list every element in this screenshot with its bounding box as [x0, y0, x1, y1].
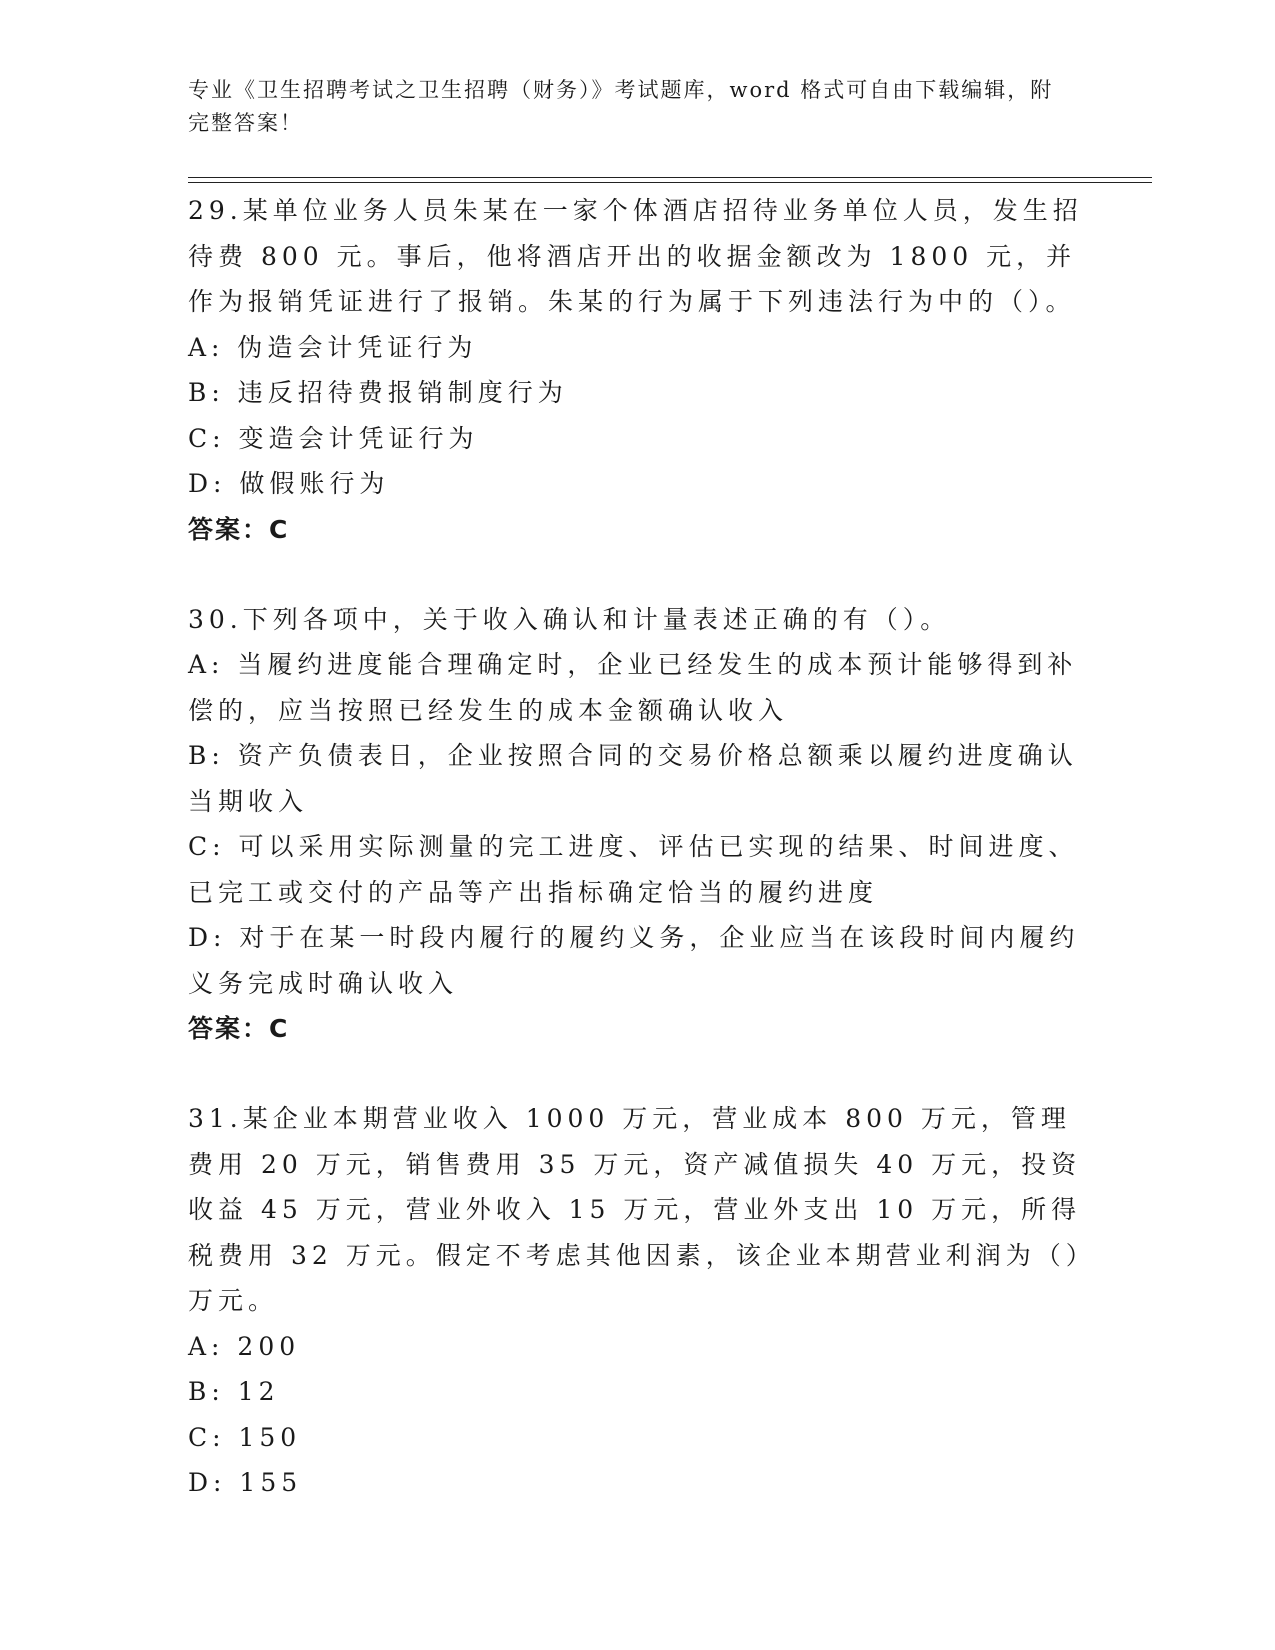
option-c: C: 变造会计凭证行为 — [188, 423, 479, 453]
header-divider-bottom — [188, 182, 1152, 183]
option-d: D: 做假账行为 — [188, 469, 390, 498]
question-stem: 30.下列各项中，关于收入确认和计量表述正确的有（）。 — [188, 604, 951, 634]
option-b: B: 违反招待费报销制度行为 — [188, 378, 568, 407]
option-c: C: 150 — [188, 1422, 302, 1452]
question-spacer — [188, 553, 1088, 597]
question-30 — [188, 597, 1088, 1053]
question-stem: 29.某单位业务人员朱某在一家个体酒店招待业务单位人员，发生招待费 800 元。事后，他将酒店开出的收据金额改为 1800 元，并作为报销凭证进行了报销。朱某的行为属于下列违法行为中的（）。 — [188, 196, 1083, 316]
answer-line: 答案：C — [188, 514, 290, 544]
option-a: A: 当履约进度能合理确定时，企业已经发生的成本预计能够得到补偿的，应当按照已经发生的成本金额确认收入 — [188, 650, 1078, 725]
option-b: B: 资产负债表日，企业按照合同的交易价格总额乘以履约进度确认当期收入 — [188, 741, 1078, 816]
page-header: 专业《卫生招聘考试之卫生招聘（财务）》考试题库，word 格式可自由下载编辑，附完整答案！ — [188, 78, 1054, 135]
option-c: C: 可以采用实际测量的完工进度、评估已实现的结果、时间进度、已完工或交付的产品等产出指标确定恰当的履约进度 — [188, 832, 1079, 907]
option-a: A: 伪造会计凭证行为 — [188, 332, 478, 362]
option-d: D: 155 — [188, 1468, 303, 1497]
answer-line: 答案：C — [188, 1014, 290, 1043]
header-divider-top — [188, 177, 1152, 178]
question-29 — [188, 188, 1088, 553]
option-d: D: 对于在某一时段内履行的履约义务，企业应当在该段时间内履约义务完成时确认收入 — [188, 923, 1080, 998]
question-stem: 31.某企业本期营业收入 1000 万元，营业成本 800 万元，管理费用 20 万元，销售费用 35 万元，资产减值损失 40 万元，投资收益 45 万元，营业外收入 15 万元，营业外支出 10 万元，所得税费用 32 万元。假定不考虑其他因素，该企业本期营业利润为（）万元。 — [188, 1104, 1084, 1315]
question-spacer — [188, 1052, 1088, 1096]
question-31 — [188, 1096, 1088, 1506]
option-a: A: 200 — [188, 1331, 301, 1361]
question-list — [188, 188, 1088, 1506]
option-b: B: 12 — [188, 1377, 280, 1406]
